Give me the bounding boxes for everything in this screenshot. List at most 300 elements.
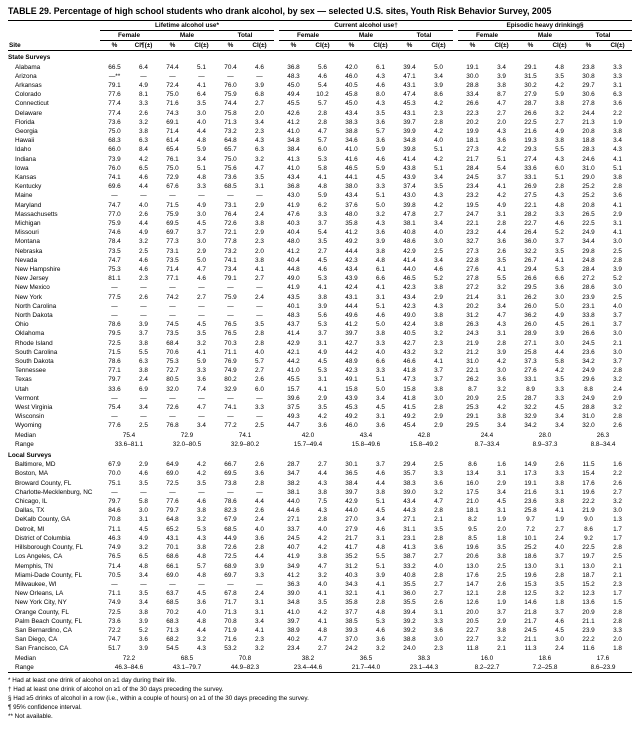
- value-cell: 2.0: [255, 109, 264, 117]
- value-cell: 3.4: [376, 394, 385, 402]
- value-cell: 74.1: [108, 173, 121, 181]
- value-cell: 24.9: [582, 229, 595, 237]
- value-cell: 5.1: [376, 376, 385, 384]
- sex-header-male: Male: [337, 30, 395, 40]
- value-cell: 43.1: [403, 81, 416, 89]
- value-cell: 4.3: [434, 192, 443, 200]
- stat-cell: 46.3–84.6: [114, 663, 144, 671]
- value-cell: 41.7: [345, 544, 358, 552]
- value-cell: 68.9: [224, 562, 237, 570]
- site-cell: Georgia: [15, 127, 38, 135]
- value-cell: 48.3: [287, 312, 300, 320]
- value-cell: 2.8: [497, 219, 506, 227]
- value-cell: 12.6: [466, 599, 479, 607]
- table-row: [8, 274, 632, 283]
- value-cell: 3.2: [139, 544, 148, 552]
- value-cell: 30.6: [582, 91, 595, 99]
- value-cell: 2.5: [613, 247, 622, 255]
- value-cell: 39.4: [403, 63, 416, 71]
- value-cell: 27.3: [466, 247, 479, 255]
- value-cell: 27.4: [524, 155, 537, 163]
- value-cell: 47.1: [403, 72, 416, 80]
- value-cell: 13.0: [582, 562, 595, 570]
- stat-cell: 15.8–49.2: [409, 440, 439, 448]
- site-cell: Iowa: [15, 164, 29, 172]
- value-cell: 77.2: [224, 422, 237, 430]
- value-cell: 39.7: [345, 488, 358, 496]
- stat-cell: 74.1: [238, 431, 252, 439]
- value-cell: 22.3: [466, 109, 479, 117]
- value-cell: 71.4: [166, 266, 179, 273]
- value-cell: 74.1: [224, 256, 237, 264]
- value-cell: 36.0: [524, 238, 537, 246]
- value-cell: 13.6: [582, 599, 595, 607]
- value-cell: 43.1: [345, 293, 358, 301]
- table-row: [8, 598, 632, 607]
- value-cell: 8.0: [376, 91, 385, 99]
- value-cell: 4.1: [318, 385, 327, 393]
- value-cell: —: [140, 72, 147, 80]
- value-cell: —: [256, 488, 263, 496]
- value-cell: 4.5: [318, 358, 327, 366]
- value-cell: 6.3: [255, 146, 264, 154]
- value-cell: 75.8: [224, 109, 237, 117]
- value-cell: 5.9: [197, 146, 206, 154]
- value-cell: 48.6: [403, 238, 416, 246]
- group-header-row: [8, 20, 632, 30]
- value-cell: 39.8: [403, 201, 416, 209]
- value-cell: 20.2: [466, 302, 479, 310]
- value-cell: 74.4: [166, 63, 179, 71]
- site-cell: Idaho: [15, 146, 31, 154]
- value-cell: 4.7: [497, 100, 506, 108]
- value-cell: 41.4: [287, 330, 300, 338]
- value-cell: 28.6: [582, 284, 595, 292]
- value-cell: 43.7: [287, 321, 300, 329]
- value-cell: 27.2: [466, 284, 479, 292]
- value-cell: 20.5: [466, 617, 479, 625]
- value-cell: 4.0: [255, 525, 264, 533]
- site-cell: New Hampshire: [15, 266, 61, 273]
- value-cell: 3.7: [376, 461, 385, 469]
- value-cell: 4.5: [555, 404, 564, 412]
- value-cell: —: [227, 413, 234, 421]
- value-cell: 2.5: [255, 422, 264, 430]
- value-cell: 76.9: [224, 358, 237, 366]
- value-cell: 3.6: [555, 284, 564, 292]
- value-cell: 5.7: [197, 562, 206, 570]
- table-row: [8, 228, 632, 237]
- value-cell: 2.9: [613, 210, 622, 218]
- value-cell: 3.7: [434, 376, 443, 384]
- value-cell: 3.4: [376, 516, 385, 524]
- value-cell: 4.5: [376, 507, 385, 515]
- value-cell: 21.0: [466, 498, 479, 506]
- value-cell: 15.7: [287, 385, 300, 393]
- value-cell: 3.6: [197, 599, 206, 607]
- stat-cell: 68.5: [180, 654, 194, 662]
- value-cell: 4.6: [555, 617, 564, 625]
- value-cell: 3.4: [497, 302, 506, 310]
- value-cell: 15.3: [524, 580, 537, 588]
- table-row: [8, 210, 632, 219]
- value-cell: 19.6: [466, 544, 479, 552]
- value-cell: 43.4: [403, 293, 416, 301]
- value-cell: 4.2: [197, 470, 206, 478]
- value-cell: 5.5: [139, 348, 148, 356]
- value-cell: 72.5: [166, 479, 179, 487]
- value-cell: 4.1: [318, 590, 327, 598]
- value-cell: 2.3: [139, 275, 148, 283]
- value-cell: 24.5: [287, 534, 300, 542]
- value-cell: 2.8: [255, 330, 264, 338]
- value-cell: 21.1: [524, 636, 537, 644]
- value-cell: 2.2: [613, 470, 622, 478]
- value-cell: 5.9: [376, 164, 385, 172]
- sex-header-male: Male: [516, 30, 574, 40]
- value-cell: 2.8: [555, 183, 564, 191]
- value-cell: 41.8: [403, 394, 416, 402]
- value-cell: 3.7: [197, 229, 206, 237]
- value-cell: 32.0: [166, 385, 179, 393]
- value-cell: 2.6: [255, 507, 264, 515]
- value-cell: 15.8: [403, 385, 416, 393]
- value-cell: 23.8: [582, 63, 595, 71]
- value-cell: 4.1: [555, 256, 564, 264]
- value-cell: 21.7: [345, 534, 358, 542]
- value-cell: 11.5: [582, 461, 595, 469]
- value-cell: 8.9: [526, 385, 535, 393]
- value-cell: 3.2: [197, 516, 206, 524]
- value-cell: 38.1: [287, 488, 300, 496]
- value-cell: 17.6: [466, 571, 479, 579]
- value-cell: 4.5: [555, 626, 564, 634]
- table-row: [8, 90, 632, 99]
- table-row: [8, 394, 632, 403]
- section-header-row: [8, 51, 632, 63]
- value-cell: 43.4: [345, 109, 358, 117]
- value-cell: 2.8: [555, 571, 564, 579]
- value-cell: 3.0: [613, 284, 622, 292]
- value-cell: 3.4: [497, 488, 506, 496]
- value-cell: 3.7: [497, 608, 506, 616]
- value-cell: 4.0: [434, 137, 443, 145]
- ci-header: CI(±): [245, 41, 274, 51]
- value-cell: 42.4: [403, 321, 416, 329]
- value-cell: 3.6: [497, 376, 506, 384]
- value-cell: 2.4: [139, 376, 148, 384]
- value-cell: 74.7: [108, 256, 121, 264]
- value-cell: —: [140, 284, 147, 292]
- value-cell: 38.0: [345, 183, 358, 191]
- value-cell: 2.9: [197, 247, 206, 255]
- value-cell: 39.8: [403, 146, 416, 154]
- table-row: [8, 265, 632, 274]
- value-cell: 4.0: [318, 580, 327, 588]
- value-cell: —: [169, 413, 176, 421]
- value-cell: 3.0: [197, 210, 206, 218]
- value-cell: 43.0: [287, 192, 300, 200]
- value-cell: 36.5: [345, 470, 358, 478]
- value-cell: 42.3: [403, 302, 416, 310]
- value-cell: 49.0: [287, 275, 300, 283]
- value-cell: 29.1: [524, 63, 537, 71]
- value-cell: 22.5: [582, 219, 595, 227]
- value-cell: 76.1: [166, 155, 179, 163]
- value-cell: 22.7: [466, 626, 479, 634]
- value-cell: 2.3: [255, 636, 264, 644]
- value-cell: 27.6: [466, 266, 479, 273]
- value-cell: 24.9: [582, 394, 595, 402]
- value-cell: 3.8: [139, 339, 148, 347]
- site-cell: Detroit, MI: [15, 525, 45, 533]
- value-cell: 18.1: [466, 137, 479, 145]
- site-cell: Rhode Island: [15, 339, 53, 347]
- value-cell: 4.7: [434, 498, 443, 506]
- value-cell: 3.8: [376, 330, 385, 338]
- value-cell: 3.1: [318, 339, 327, 347]
- value-cell: 77.4: [108, 109, 121, 117]
- value-cell: 22.2: [582, 498, 595, 506]
- table-row: [8, 329, 632, 338]
- value-cell: 5.7: [376, 127, 385, 135]
- value-cell: 2.6: [434, 599, 443, 607]
- value-cell: 16.0: [466, 479, 479, 487]
- value-cell: 41.3: [287, 155, 300, 163]
- value-cell: 74.1: [224, 404, 237, 412]
- value-cell: 82.3: [224, 507, 237, 515]
- value-cell: 3.9: [497, 348, 506, 356]
- stat-cell: 42.0: [301, 431, 315, 439]
- value-cell: 64.8: [224, 137, 237, 145]
- value-cell: 29.1: [466, 413, 479, 421]
- value-cell: 27.0: [345, 516, 358, 524]
- stat-cell: 70.8: [238, 654, 252, 662]
- value-cell: 28.8: [466, 81, 479, 89]
- value-cell: 4.2: [497, 358, 506, 366]
- stat-cell: 26.3: [596, 431, 610, 439]
- ci-header: CI(±): [366, 41, 395, 51]
- value-cell: 77.1: [108, 367, 121, 375]
- value-cell: 69.5: [224, 470, 237, 478]
- stat-cell: 44.9–82.3: [230, 663, 260, 671]
- value-cell: —: [169, 488, 176, 496]
- value-cell: 5.9: [376, 146, 385, 154]
- value-cell: 23.4: [466, 183, 479, 191]
- ci-header: CI(±): [603, 41, 632, 51]
- value-cell: 15.2: [582, 580, 595, 588]
- value-cell: 8.4: [139, 146, 148, 154]
- value-cell: 3.2: [555, 590, 564, 598]
- value-cell: 43.0: [403, 192, 416, 200]
- value-cell: 39.7: [403, 118, 416, 126]
- value-cell: 43.4: [345, 266, 358, 273]
- value-cell: 4.0: [555, 544, 564, 552]
- value-cell: 3.2: [434, 348, 443, 356]
- value-cell: 72.6: [224, 544, 237, 552]
- value-cell: 4.1: [497, 266, 506, 273]
- sex-header-total: Total: [395, 30, 453, 40]
- value-cell: 27.8: [582, 100, 595, 108]
- site-cell: Palm Beach County, FL: [15, 617, 83, 625]
- value-cell: 20.9: [466, 394, 479, 402]
- site-cell: Kansas: [15, 173, 37, 181]
- value-cell: 9.5: [468, 525, 477, 533]
- value-cell: 28.2: [524, 210, 537, 218]
- value-cell: 2.1: [434, 516, 443, 524]
- value-cell: 4.6: [318, 266, 327, 273]
- value-cell: 23.2: [466, 192, 479, 200]
- value-cell: 12.3: [582, 590, 595, 598]
- value-cell: 31.0: [582, 164, 595, 172]
- value-cell: 2.3: [255, 238, 264, 246]
- value-cell: 3.7: [318, 330, 327, 338]
- value-cell: 4.9: [555, 127, 564, 135]
- table-row: [8, 375, 632, 384]
- value-cell: 42.4: [345, 284, 358, 292]
- value-cell: 3.1: [613, 81, 622, 89]
- value-cell: 77.4: [108, 100, 121, 108]
- value-cell: 2.9: [497, 479, 506, 487]
- value-cell: 27.2: [582, 275, 595, 283]
- value-cell: 42.9: [403, 247, 416, 255]
- value-cell: 10.1: [524, 534, 537, 542]
- table-row: [8, 339, 632, 348]
- value-cell: 2.3: [434, 645, 443, 653]
- value-cell: 44.3: [403, 507, 416, 515]
- table-row: [8, 348, 632, 357]
- value-cell: 3.1: [376, 413, 385, 421]
- stat-cell: 21.7–44.0: [351, 663, 381, 671]
- value-cell: 2.5: [497, 562, 506, 570]
- value-cell: 3.0: [197, 109, 206, 117]
- value-cell: 41.2: [287, 118, 300, 126]
- site-cell: Memphis, TN: [15, 562, 53, 570]
- value-cell: 34.9: [287, 562, 300, 570]
- value-cell: 2.7: [434, 210, 443, 218]
- value-cell: 2.1: [613, 571, 622, 579]
- value-cell: 4.1: [376, 590, 385, 598]
- table-row: [8, 118, 632, 127]
- stat-cell: 8.8–34.4: [590, 440, 616, 448]
- value-cell: 5.3: [318, 321, 327, 329]
- sex-header-female: Female: [279, 30, 337, 40]
- value-cell: 3.8: [434, 312, 443, 320]
- value-cell: 74.4: [224, 100, 237, 108]
- table-title: TABLE 29. Percentage of high school students who drank alcohol, by sex — selected U.S. sites, Youth Risk Behavior Survey, 2005: [8, 6, 552, 16]
- value-cell: 43.9: [403, 173, 416, 181]
- value-cell: 48.3: [287, 72, 300, 80]
- value-cell: 70.8: [224, 617, 237, 625]
- value-cell: 3.4: [139, 404, 148, 412]
- value-cell: 43.8: [403, 164, 416, 172]
- table-row: [8, 302, 632, 311]
- value-cell: 29.6: [582, 376, 595, 384]
- value-cell: 3.2: [376, 210, 385, 218]
- value-cell: 4.6: [197, 498, 206, 506]
- value-cell: 41.2: [345, 229, 358, 237]
- value-cell: 2.8: [434, 118, 443, 126]
- stat-label: Median: [15, 431, 36, 439]
- value-cell: 68.5: [224, 183, 237, 191]
- value-cell: 4.1: [197, 81, 206, 89]
- value-cell: 24.6: [582, 155, 595, 163]
- value-cell: 26.2: [466, 376, 479, 384]
- value-cell: 4.3: [434, 302, 443, 310]
- value-cell: 5.2: [555, 229, 564, 237]
- value-cell: 2.8: [318, 109, 327, 117]
- value-cell: 22.5: [582, 544, 595, 552]
- site-cell: Los Angeles, CA: [15, 553, 63, 561]
- value-cell: 84.6: [108, 507, 121, 515]
- value-cell: 26.0: [524, 321, 537, 329]
- value-cell: 75.9: [108, 219, 121, 227]
- site-cell: South Dakota: [15, 358, 54, 366]
- value-cell: 4.6: [197, 275, 206, 283]
- value-cell: 4.3: [197, 534, 206, 542]
- stat-cell: 32.9–80.2: [230, 440, 260, 448]
- value-cell: 2.8: [497, 339, 506, 347]
- value-cell: 4.0: [434, 562, 443, 570]
- value-cell: 3.8: [255, 256, 264, 264]
- value-cell: 29.4: [524, 266, 537, 273]
- value-cell: 42.9: [287, 339, 300, 347]
- value-cell: 46.5: [345, 164, 358, 172]
- value-cell: 49.2: [345, 413, 358, 421]
- value-cell: 5.5: [555, 146, 564, 154]
- value-cell: 20.9: [582, 608, 595, 616]
- value-cell: 5.3: [318, 275, 327, 283]
- value-cell: 20.8: [582, 201, 595, 209]
- table-row: [8, 608, 632, 617]
- value-cell: 5.7: [318, 137, 327, 145]
- value-cell: 71.6: [166, 100, 179, 108]
- value-cell: 2.3: [434, 339, 443, 347]
- value-cell: 3.6: [613, 100, 622, 108]
- value-cell: 47.8: [403, 210, 416, 218]
- site-cell: Arizona: [15, 72, 37, 80]
- group-header-current: Current alcohol use†: [279, 20, 453, 30]
- value-cell: 3.6: [139, 636, 148, 644]
- value-cell: 3.2: [613, 376, 622, 384]
- site-cell: Nebraska: [15, 247, 43, 255]
- site-cell: Tennessee: [15, 367, 46, 375]
- site-cell: New York: [15, 293, 42, 301]
- value-cell: 22.8: [466, 256, 479, 264]
- value-cell: —: [227, 488, 234, 496]
- percent-header: %: [516, 41, 545, 51]
- value-cell: —: [111, 413, 118, 421]
- value-cell: 44.8: [287, 266, 300, 273]
- value-cell: 4.0: [255, 348, 264, 356]
- value-cell: 3.9: [613, 266, 622, 273]
- value-cell: 39.3: [345, 626, 358, 634]
- footnote: ¶ 95% confidence interval.: [8, 703, 82, 711]
- value-cell: 75.0: [166, 91, 179, 99]
- value-cell: 4.7: [197, 266, 206, 273]
- site-cell: Dallas, TX: [15, 507, 45, 515]
- value-cell: 2.7: [197, 293, 206, 301]
- value-cell: 3.4: [497, 422, 506, 430]
- section-title: State Surveys: [8, 54, 51, 62]
- value-cell: 21.9: [582, 507, 595, 515]
- value-cell: 4.4: [376, 479, 385, 487]
- value-cell: 41.0: [287, 127, 300, 135]
- value-cell: 3.2: [555, 109, 564, 117]
- ci-header: CI(±): [424, 41, 453, 51]
- value-cell: 21.6: [524, 127, 537, 135]
- value-cell: 5.4: [318, 229, 327, 237]
